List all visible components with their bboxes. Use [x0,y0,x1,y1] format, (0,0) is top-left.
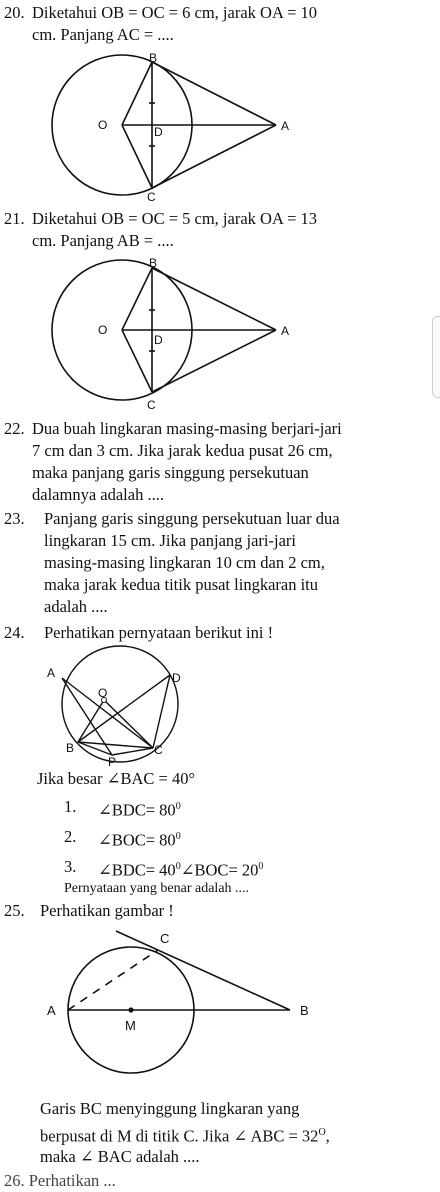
q24-statement-3-number: 3. [64,857,77,876]
q23-number: 23. [4,509,25,528]
q20-label-C: C [147,190,156,204]
q25-number: 25. [4,901,25,920]
q23-text-line2: lingkaran 15 cm. Jika panjang jari-jari [44,531,296,550]
q25-text-line2: berpusat di M di titik C. Jika ∠ ABC = $32^O$, [40,1126,330,1146]
q21-figure [52,260,276,400]
q22-number: 22. [4,419,25,438]
q20-text-line2: cm. Panjang AC = .... [32,25,174,44]
q20-label-B: B [149,51,158,65]
q25-label-A: A [47,1003,56,1018]
q20-label-O: O [98,118,108,132]
q20-number: 20. [4,3,25,22]
q24-statement-1-number: 1. [64,797,77,816]
q23-text-line5: adalah .... [44,597,108,616]
q21-label-D: D [154,333,163,347]
q25-center-dot [128,1007,133,1012]
q20-figure [52,55,276,195]
q25-label-C: C [160,931,170,946]
q24-intro: Perhatikan pernyataan berikut ini ! [44,623,274,642]
q24-number: 24. [4,623,25,642]
q21-text-line1: Diketahui OB = OC = 5 cm, jarak OA = 13 [32,209,318,228]
scroll-handle[interactable] [432,316,440,398]
q24-statement-2-number: 2. [64,827,77,846]
q25-text-line1: Garis BC menyinggung lingkaran yang [40,1099,300,1118]
q25-intro: Perhatikan gambar ! [40,901,174,920]
q23-text-line4: maka jarak kedua titik pusat lingkaran itu [44,575,318,594]
q24-statement-1: ∠BDC= $80^0$ [98,800,181,820]
q23-text-line3: masing-masing lingkaran 10 cm dan 2 cm, [44,553,325,572]
q25-text-line3: maka ∠ BAC adalah .... [40,1147,200,1166]
q25-figure [68,931,290,1073]
q20-label-D: D [154,125,163,139]
q22-text-line2: 7 cm dan 3 cm. Jika jarak kedua pusat 26 cm, [32,441,333,460]
q21-number: 21. [4,209,25,228]
q24-label-C: C [154,743,163,757]
q21-label-A: A [281,324,290,338]
q20-text-line1: Diketahui OB = OC = 6 cm, jarak OA = 10 [32,3,318,22]
q24-label-O: O [98,686,108,700]
q21-label-O: O [98,323,108,337]
next-question-partial: 26. Perhatikan ... [4,1171,116,1190]
q23-text-line1: Panjang garis singgung persekutuan luar dua [44,509,340,528]
q25-label-M: M [125,1018,136,1033]
q24-statement-3: ∠BDC= $40^0\angle BOC= 20^0$ [98,860,264,880]
q24-given: Jika besar ∠BAC = 40° [37,769,196,788]
q21-label-C: C [147,398,156,412]
q22-text-line4: dalamnya adalah .... [32,485,164,504]
q24-label-D: D [172,671,181,685]
q24-label-P: P [108,755,117,769]
q21-label-B: B [149,256,158,270]
q24-label-A: A [47,666,56,680]
q21-text-line2: cm. Panjang AB = .... [32,231,174,250]
q24-label-B: B [66,741,75,755]
q24-question: Pernyataan yang benar adalah .... [64,881,250,896]
q20-label-A: A [281,119,290,133]
q24-statement-2: ∠BOC= $80^0$ [98,830,181,850]
q22-text-line1: Dua buah lingkaran masing-masing berjari-jari [32,419,342,438]
q25-label-B: B [300,1003,309,1018]
q22-text-line3: maka panjang garis singgung persekutuan [32,463,309,482]
